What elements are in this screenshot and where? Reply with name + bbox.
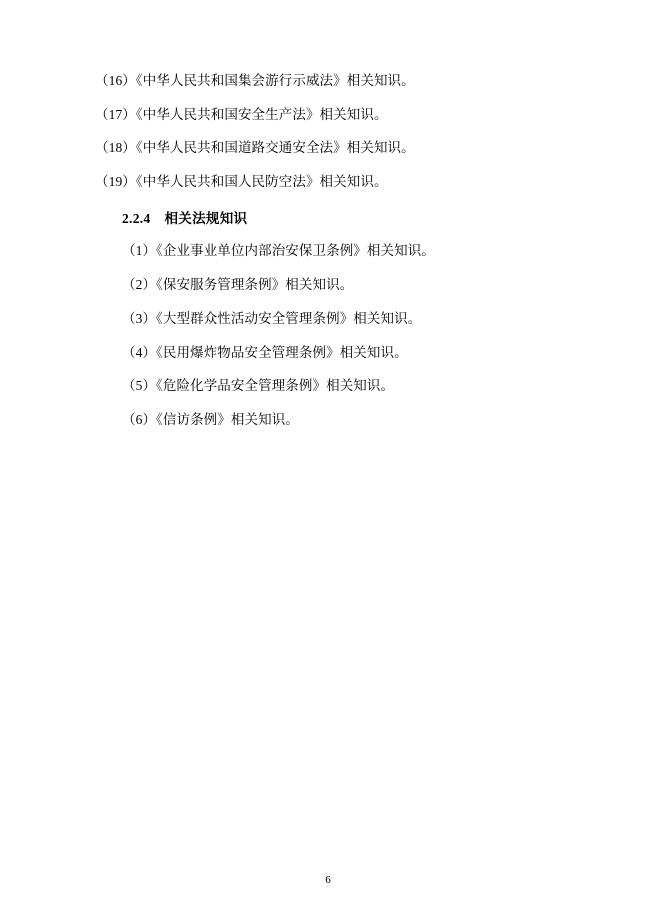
section-number: 2.2.4 xyxy=(122,210,151,226)
list-item: （19）《中华人民共和国人民防空法》相关知识。 xyxy=(95,174,388,190)
section-heading xyxy=(95,207,565,227)
list-item: （3）《大型群众性活动安全管理条例》相关知识。 xyxy=(122,310,422,326)
section-title: 相关法规知识 xyxy=(164,210,248,226)
list-item: （5）《危险化学品安全管理条例》相关知识。 xyxy=(122,378,395,394)
list-item: （4）《民用爆炸物品安全管理条例》相关知识。 xyxy=(122,344,408,360)
list-item: （2）《保安服务管理条例》相关知识。 xyxy=(122,277,354,293)
list-item: （18）《中华人民共和国道路交通安全法》相关知识。 xyxy=(95,140,415,156)
list-item: （1）《企业事业单位内部治安保卫条例》相关知识。 xyxy=(122,243,435,259)
list-item: （6）《信访条例》相关知识。 xyxy=(122,411,299,427)
document-body xyxy=(95,72,565,445)
page-number: 6 xyxy=(325,874,331,886)
list-item: （17）《中华人民共和国安全生产法》相关知识。 xyxy=(95,106,388,122)
list-item: （16）《中华人民共和国集会游行示威法》相关知识。 xyxy=(95,73,415,88)
